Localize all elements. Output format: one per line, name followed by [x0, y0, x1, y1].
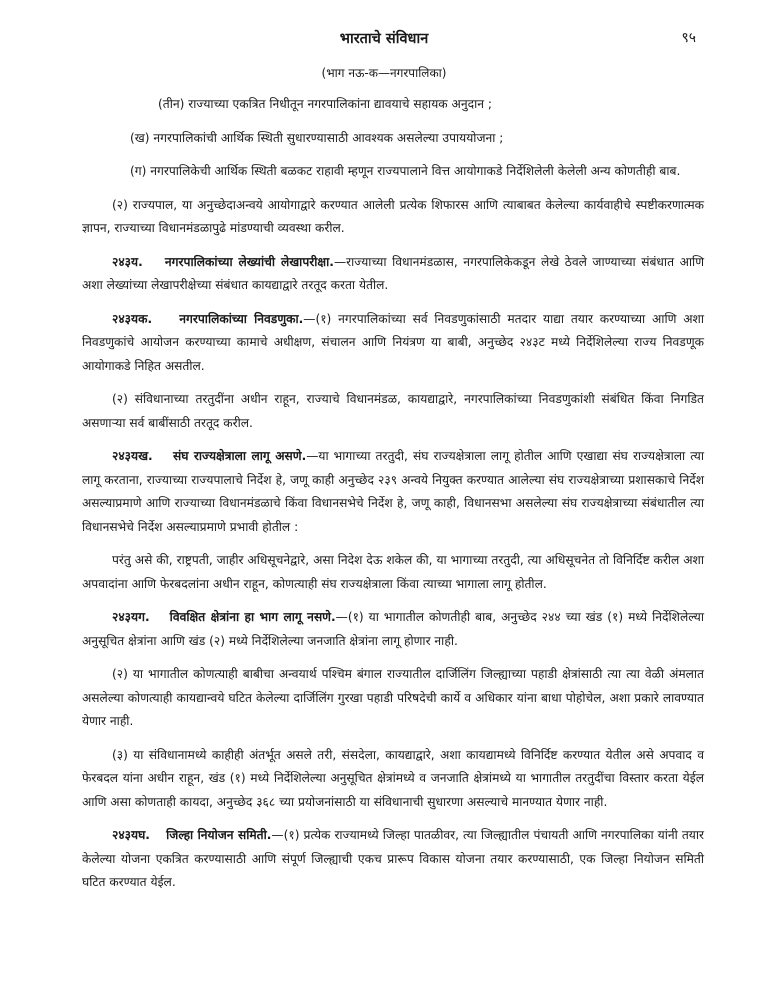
section-number: २४३यघ. — [112, 828, 150, 842]
section-number: २४३यख. — [112, 449, 153, 463]
section-243zc — [82, 606, 704, 653]
section-243z — [82, 251, 704, 298]
section-text: —(१) या भागातील कोणतीही बाब, अनुच्छेद २४४ च्या खंड (१) मध्ये निर्देशिलेल्या अनुसूचित क्षेत्रांना आणि खंड (२) मध्ये निर्देशिलेल्या जनजाति क्षेत्रांना लागू होणार नाही. — [82, 610, 704, 648]
clause-paragraph: (२) संविधानाच्या तरतुदींना अधीन राहून, राज्याचे विधानमंडळ, कायद्याद्वारे, नगरपालिकांच्या निवडणुकांशी संबंधित किंवा निगडित असणाऱ्या सर्व बाबींसाठी तरतूद करील. — [82, 392, 704, 430]
clause-paragraph: (३) या संविधानामध्ये काहीही अंतर्भूत असले तरी, संसदेला, कायद्याद्वारे, अशा कायद्यामध्ये विनिर्दिष्ट करण्यात येतील असे अपवाद व फेरबदल यांना अधीन राहून, खंड (१) मध्ये निर्देशिलेल्या अनुसूचित क्षेत्रांमध्ये व जनजाति क्षेत्रांमध्ये या भागातील तरतुदींचा विस्तार करता येईल आणि असा कोणताही कायदा, अनुच्छेद ३६८ च्या प्रयोजनांसाठी या संविधानाची सुधारणा असल्याचे मानण्यात येणार नाही. — [82, 747, 704, 809]
list-item-ga: (ग) नगरपालिकेची आर्थिक स्थिती बळकट राहावी म्हणून राज्यपालाने वित्त आयोगाकडे निर्देशिलेली केलेली अन्य कोणतीही बाब. — [130, 164, 681, 178]
section-text: —राज्याच्या विधानमंडळास, नगरपालिकेकडून लेखे ठेवले जाण्याच्या संबंधात आणि अशा लेख्यांच्या लेखापरीक्षेच्या संबंधात कायद्याद्वारे तरतूद करता येतील. — [82, 254, 705, 292]
proviso-paragraph: परंतु असे की, राष्ट्रपती, जाहीर अधिसूचनेद्वारे, असा निदेश देऊ शकेल की, या भागाच्या तरतुदी, त्या अधिसूचनेत तो विनिर्दिष्ट करील अशा अपवादांना आणि फेरबदलांना अधीन राहून, कोणत्याही संघ राज्यक्षेत्राला किंवा त्याच्या भागाला लागू होतील. — [82, 553, 704, 591]
clause-paragraph: (२) या भागातील कोणत्याही बाबीचा अन्वयार्थ पश्चिम बंगाल राज्यातील दार्जिलिंग जिल्ह्याच्या पहाडी क्षेत्रांसाठी त्या त्या वेळी अंमलात असलेल्या कोणत्याही कायद्यान्वये घटित केलेल्या दार्जिलिंग गुरखा पहाडी परिषदेची कार्ये व अधिकार यांना बाधा पोहोचेल, अशा प्रकारे लावण्यात येणार नाही. — [82, 667, 704, 728]
section-number: २४३यग. — [112, 610, 150, 624]
section-text: —(१) नगरपालिकांच्या सर्व निवडणुकांसाठी मतदार याद्या तयार करण्याच्या आणि अशा निवडणुकांचे आयोजन करण्याच्या कामाचे अधीक्षण, संचालन आणि नियंत्रण या बाबी, अनुच्छेद २४३ट मध्ये निर्देशिलेल्या राज्य निवडणूक आयोगाकडे निहित असतील. — [82, 311, 704, 373]
page-header — [0, 28, 768, 52]
section-text: —या भागाच्या तरतुदी, संघ राज्यक्षेत्राला लागू होतील आणि एखाद्या संघ राज्यक्षेत्राला त्या लागू करताना, राज्याच्या राज्यपालाचे निर्देश हे, जणू काही अनुच्छेद २३९ अन्वये नियुक्त करण्यात आलेल्या संघ राज्यक्षेत्राच्या प्रशासकाचे निर्देश असल्याप्रमाणे आणि राज्याच्या विधानमंडळाचे किंवा विधानसभेचे निर्देश हे, जणू काही, विधानसभा असलेल्या संघ राज्यक्षेत्राच्या संबंधातील त्या विधानसभेचे निर्देश असल्याप्रमाणे प्रभावी होतील : — [82, 449, 704, 534]
list-item-kha: (ख) नगरपालिकांची आर्थिक स्थिती सुधारण्यासाठी आवश्यक असलेल्या उपाययोजना ; — [130, 130, 504, 145]
section-243zd — [82, 824, 704, 895]
section-heading: विवक्षित क्षेत्रांना हा भाग लागू नसणे. — [169, 610, 336, 624]
section-heading: संघ राज्यक्षेत्राला लागू असणे. — [172, 449, 307, 463]
section-243zb — [82, 445, 704, 539]
section-text: —(१) प्रत्येक राज्यामध्ये जिल्हा पातळीवर, त्या जिल्ह्यातील पंचायती आणि नगरपालिका यांनी तयार केलेल्या योजना एकत्रित करण्यासाठी आणि संपूर्ण जिल्ह्याची एकच प्रारूप विकास योजना तयार करण्यासाठी, एक जिल्हा नियोजन समिती घटित करण्यात येईल. — [82, 828, 705, 889]
part-subheading: (भाग नऊ-क—नगरपालिका) — [321, 66, 447, 80]
section-heading: नगरपालिकांच्या लेख्यांची लेखापरीक्षा. — [164, 254, 334, 269]
section-heading: जिल्हा नियोजन समिती. — [166, 828, 272, 842]
page-number: ९५ — [681, 30, 696, 46]
page-title: भारताचे संविधान — [339, 31, 429, 47]
document-body — [82, 93, 704, 905]
section-number: २४३यक. — [112, 311, 153, 326]
section-number: २४३य. — [112, 254, 143, 269]
section-243za — [82, 308, 704, 379]
clause-paragraph: (२) राज्यपाल, या अनुच्छेदाअन्वये आयोगाद्वारे करण्यात आलेली प्रत्येक शिफारस आणि त्याबाबत केलेल्या कार्यवाहीचे स्पष्टीकरणात्मक ज्ञापन, राज्याच्या विधानमंडळापुढे मांडण्याची व्यवस्था करील. — [82, 197, 704, 235]
section-heading: नगरपालिकांच्या निवडणुका. — [179, 311, 304, 326]
list-item-teen: (तीन) राज्याच्या एकत्रित निधीतून नगरपालिकांना द्यावयाचे सहायक अनुदान ; — [158, 97, 492, 111]
